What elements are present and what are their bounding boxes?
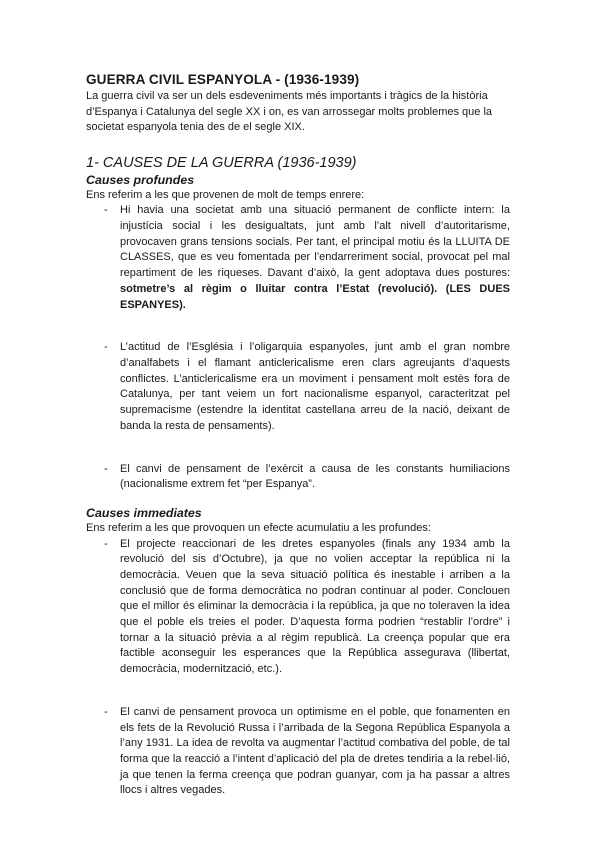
section-title-causes: 1- CAUSES DE LA GUERRA (1936-1939): [86, 154, 357, 171]
list-item-bold-text: sotmetre’s al règim o lluitar contra l’Estat (revolució). (LES DUES ESPANYES).: [120, 282, 510, 311]
list-item-text: L’actitud de l’Església i l’oligarquia espanyoles, junt amb el gran nombre d’analfabets i el flamant anticlericalisme eren clars agreujants d’aquests conflictes. L’anticlericalisme era un moviment i pensament molt estès fora de Catalunya, per tant veiem un fort nacionalisme espanyol, caracteritzat pel supremacisme (estendre la identitat castellana arreu de la nació, deixant de banda la resta de pensaments).: [120, 341, 510, 432]
bullet-dash: -: [104, 462, 108, 475]
list-item-text: Hi havia una societat amb una situació permanent de conflicte intern: la injustícia social i les desigualtats, junt amb l’alt nivell d’autoritarisme, provocaven grans tensions socials. Per tant, el principal motiu és la LLUITA DE CLASSES, que es veu fomentada per l’endarreriment social, provocat pel mal repartiment de les riqueses. Davant d’això, la gent adoptava dues postures:: [120, 204, 510, 280]
list-item: [86, 340, 510, 434]
document-title: GUERRA CIVIL ESPANYOLA - (1936-1939): [86, 72, 360, 87]
list-item-text: El projecte reaccionari de les dretes espanyoles (finals any 1934 amb la revolució del sis d’Octubre), ja que no volien acceptar la república ni la democràcia. Veuen que la seva situació política és inestable i arriben a la conclusió que de forma democràtica no podran continuar al poder. Conclouen que el millor és eliminar la democràcia i la república, ja que no toleraven la idea que el poble els treies el poder. D’aquesta forma podrien “restablir l’ordre” i tornar a la situació prèvia a al règim republicà. La creença popular que era factible aconseguir les esperances que la República assegurava (llibertat, democràcia, modernització, etc.).: [120, 537, 510, 676]
bullet-dash: -: [104, 341, 108, 354]
bullet-dash: -: [104, 204, 108, 217]
subsection-title-immediates: Causes immediates: [86, 505, 202, 520]
list-item: [86, 705, 510, 799]
bullet-dash: -: [104, 537, 108, 550]
list-item: [86, 537, 510, 678]
subsection-title-profundes: Causes profundes: [86, 172, 195, 187]
list-item: [86, 462, 510, 493]
bullet-dash: -: [104, 705, 108, 718]
list-profundes: [86, 203, 510, 493]
intro-paragraph: La guerra civil va ser un dels esdeveniments més importants i tràgics de la història d’Espanya i Catalunya del segle XX i on, es van arrossegar molts problemes que la societat espanyola tenia des de el segle XIX.: [86, 90, 493, 134]
list-item: [86, 203, 510, 313]
list-immediates: [86, 537, 510, 800]
list-item-text: El canvi de pensament de l’exèrcit a causa de les constants humiliacions (nacionalisme extrem fet “per Espanya”.: [120, 462, 510, 491]
list-item-text: El canvi de pensament provoca un optimisme en el poble, que fonamenten en els fets de la Revolució Russa i l’arribada de la Segona República Espanyola a l’any 1931. La idea de revolta va augmentar l’actitud combativa del poble, de tal forma que la reacció a l’intent d’aplicació del pla de dretes tendiria a la rebel·lió, ja que tenen la ferma creença que podran guanyar, com ja ha passar a altres llocs i altres vegades.: [120, 705, 510, 797]
lead-profundes: Ens referim a les que provenen de molt de temps enrere:: [86, 188, 365, 201]
lead-immediates: Ens referim a les que provoquen un efecte acumulatiu a les profundes:: [86, 521, 431, 534]
